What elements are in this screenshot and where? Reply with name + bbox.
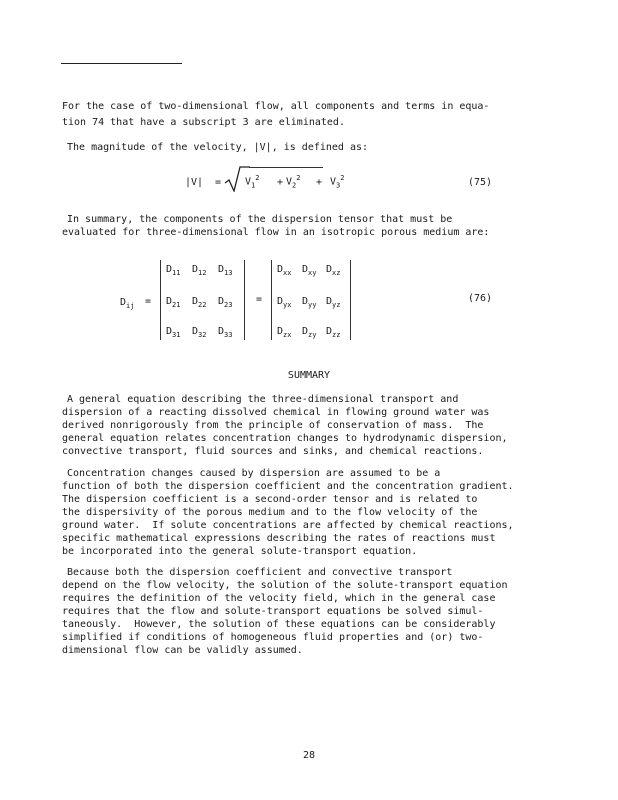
equation-number-76: (76) [468,293,493,304]
right-matrix-cell: $D_{xx}$ [277,264,292,277]
right-matrix-cell: $D_{zz}$ [326,326,341,339]
right-matrix-cell: $D_{xz}$ [326,264,341,277]
paragraph-line: simplified if conditions of homogeneous fluid properties and (or) two- [62,632,484,643]
paragraph-line: The dispersion coefficient is a second-order tensor and is related to [62,494,478,505]
right-matrix-cell: $D_{yy}$ [302,296,317,309]
intro-line-2: tion 74 that have a subscript 3 are eliminated. [62,117,345,128]
right-matrix-cell: $D_{yz}$ [326,296,341,309]
eq75-term-1 [245,174,259,189]
left-matrix-cell: $D_{32}$ [192,326,207,339]
paragraph-line: Because both the dispersion coefficient and convective transport [67,567,453,578]
left-matrix-cell: $D_{23}$ [218,296,233,309]
left-matrix-cell: $D_{31}$ [166,326,181,339]
right-matrix-cell: $D_{yx}$ [277,296,292,309]
eq75-term-3 [330,174,344,189]
eq75-v2-sub: 2 [292,181,297,190]
paragraph-line: ground water. If solute concentrations are affected by chemical reactions, [62,520,514,531]
eq76-equals-2: = [256,294,263,305]
eq75-v2: V [286,176,293,188]
eq75-v3-sub: 3 [336,181,341,190]
summary-intro-line-1: In summary, the components of the dispersion tensor that must be [67,214,453,225]
left-matrix-cell: $D_{22}$ [192,296,207,309]
eq75-plus-2: + [316,177,323,188]
paragraph-line: depend on the flow velocity, the solution of the solute-transport equation [62,580,508,591]
right-matrix-bar-left [271,260,272,340]
eq75-v1-sup: 2 [255,174,260,182]
right-matrix-cell: $D_{zx}$ [277,326,292,339]
paragraph-line: Concentration changes caused by dispersion are assumed to be a [67,468,441,479]
intro-line-1: For the case of two-dimensional flow, all components and terms in equa- [62,101,490,112]
eq75-equals: = [215,177,222,188]
left-matrix-cell: $D_{33}$ [218,326,233,339]
eq75-v1: V [245,176,252,188]
eq76-lhs [120,297,134,310]
paragraph-line: function of both the dispersion coefficient and the concentration gradient. [62,481,514,492]
eq75-plus-1: + [277,177,284,188]
magnitude-text-before: The magnitude of the velocity, [67,142,254,153]
paragraph-line: be incorporated into the general solute-transport equation. [62,546,418,557]
eq75-lhs: |V| [185,177,204,188]
right-matrix-bar-right [350,260,351,340]
magnitude-symbol: |V| [253,142,272,153]
eq76-equals-1: = [145,296,152,307]
page-number: 28 [302,750,316,761]
paragraph-line: convective transport, fluid sources and sinks, and chemical reactions. [62,446,484,457]
paragraph-line: the dispersivity of the porous medium and to the flow velocity of the [62,507,478,518]
equation-number-75: (75) [468,177,493,188]
eq75-v1-sub: 1 [251,181,256,190]
paragraph-line: taneously. However, the solution of these equations can be considerably [62,619,496,630]
paragraph-line: specific mathematical expressions describing the rates of reactions must [62,533,496,544]
left-matrix-bar-right [244,260,245,340]
left-matrix-cell: $D_{12}$ [192,264,207,277]
eq75-term-2 [286,174,300,189]
paragraph-line: requires the definition of the velocity field, which in the general case [62,593,496,604]
left-matrix-cell: $D_{13}$ [218,264,233,277]
summary-intro-line-2: evaluated for three-dimensional flow in an isotropic porous medium are: [62,227,490,238]
left-matrix-cell: $D_{11}$ [166,264,181,277]
paragraph-line: dispersion of a reacting dissolved chemical in flowing ground water was [62,407,490,418]
paragraph-line: general equation relates concentration changes to hydrodynamic dispersion, [62,433,508,444]
magnitude-text-after: , is defined as: [271,142,369,153]
right-matrix-cell: $D_{xy}$ [302,264,317,277]
paragraph-line: requires that the flow and solute-transport equations be solved simul- [62,606,484,617]
eq75-v3: V [330,176,337,188]
paragraph-line: A general equation describing the three-dimensional transport and [67,394,459,405]
sqrt-overbar [249,167,323,168]
left-matrix-bar-left [160,260,161,340]
eq76-lhs-symbol: D [120,297,127,308]
eq76-lhs-sub: ij [126,302,135,310]
eq75-v2-sup: 2 [296,174,301,182]
paragraph-line: dimensional flow can be validly assumed. [62,645,303,656]
summary-heading: SUMMARY [287,370,331,381]
magnitude-sentence [67,142,368,153]
paragraph-line: derived nonrigorously from the principle of conservation of mass. The [62,420,484,431]
footnote-rule [61,63,182,64]
eq75-v3-sup: 2 [340,174,345,182]
left-matrix-cell: $D_{21}$ [166,296,181,309]
right-matrix-cell: $D_{zy}$ [302,326,317,339]
